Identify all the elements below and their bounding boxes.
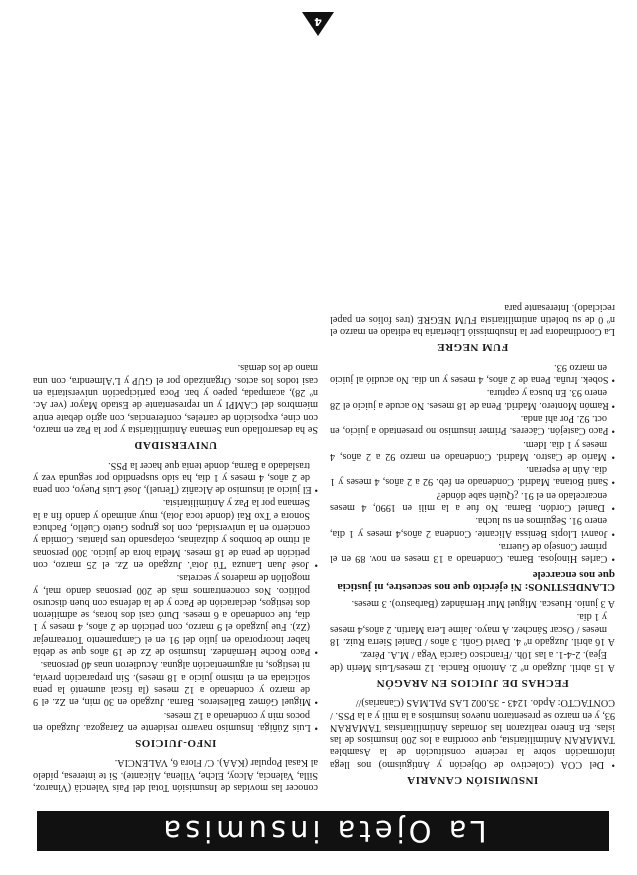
paragraph: conocer las movidas de Insumisión Total del País Valencià (Vinaroz, Silla, Valencia, Alcoy, Elche, Villena, Alicante). Si te interesa, pídelo al Kasal Popular (KAA). C/ Flora 6, VALENCIA. xyxy=(33,757,318,793)
list-item: • José Juan Lanuza 'Tú Jota'. Juzgado en Zz. el 25 marzo, con petición de pena de 18 meses. Media hora de juicio. 300 personas al ritmo de bombos y dulzainas, colapsando tres plantas. Comida y concierto en la universidad, con los grupos Gueto Cuéllo, Pachuca Sonora e Txo Rai (donde toca Jota), muy animado y dando fin a la Semana por la Paz y Antimilitarista. xyxy=(33,497,318,570)
list-item: • Sobek. Iruña. Pena de 2 años, 4 meses y un día. No acudió al juicio en marzo 93. xyxy=(330,361,615,386)
section-heading: INSUMISIÓN CANARIA xyxy=(406,774,539,786)
list-item: • Santi Botana. Madrid. Condenado en feb. 92 a 2 años, 4 meses y 1 día. Aún le esperan. xyxy=(330,464,615,488)
list-item: • Carles Hinojosa. Barna. Condenado a 13 meses en nov. 89 en el primer Consejo de Guerra. xyxy=(330,540,615,565)
list-item: • Daniel Cordón. Barna. No fue a la mili en 1990, 4 meses encarcelado en el 91. ¿Quién sabe dónde? xyxy=(330,489,615,514)
paragraph: Se ha desarrollado una Semana Antimilitarista y por la Paz en marzo, con cine, exposición de carteles, conferencias, con agrio debate entre miembros del CAMPI y un representante de Estado Mayor (ver Ac. nº 28), acampada, papeo y bar. Poca participación universitaria en casi todos los actos. Organizado por el GUP y L'Almendra, con una mano de los demás. xyxy=(33,362,318,435)
masthead-banner: La Ojeta insumisa xyxy=(37,811,609,851)
list-item: A 3 junio. Huesca. Miguel Mur Hernández (Barbastro). 3 meses. xyxy=(351,598,615,610)
left-column xyxy=(330,53,615,793)
list-item: A 15 abril. Juzgado nº 2. Antonio Rancia. 12 meses/Luis Merín (de Ejea). 2-4-1. a las 10h. /Francisco García Vega / M.A. Pérez. xyxy=(330,649,615,673)
list-item: • Miguel Gómez Ballesteros. Barna. Juzgado en 30 min, en Zz. el 9 de marzo y condenado a 12 meses (la fiscal aumentó la pena solicitada en el mismo juicio a 18 meses). Sin preparación previa, ni testigos, ni argumentación alguna. Acudieron unas 40 personas. xyxy=(33,659,318,708)
paragraph: • Del COA (Colectivo de Objeción y Antiguismo) nos llega información sobre la reciente constitución de la Asamblea TAMARAN Antimilitarista, que coordina a los 200 insumisos de las islas. En Enero realizaron las Jornadas Antimilitaristas TAMARAN 93, y en marzo se presentaron nuevos insumisos a la mili y a la PSS. / CONTACTO: Apdo. 1243 - 35.002 LAS PALMAS (Canarias)// xyxy=(330,697,615,770)
list-item: • Mario de Castro. Madrid. Condenado en marzo 92 a 2 años, 4 meses y 1 día. Idem. xyxy=(330,438,615,462)
page-number: 4 xyxy=(314,15,322,28)
list-item: • Paco Roche Hernández. Insumiso de Zz de 19 años que se debía haber incorporado en julio del 91 en el Campamento Torrearnejar (Zz). Fue juzgado el 9 marzo, con petición de 2 años, 4 meses y 1 día, fue condenado a 6 meses. Duró casi dos horas, se admitieron dos testigos, declaración de Paco y de la defensa con buen discurso político. Nos concentramos más de 200 personas dando mal, y mogollón de maderos y secretas. xyxy=(33,572,318,658)
list-item: • El juicio al insumiso de Alcañiz (Teruel), José Luis Pueyo, con pena de 2 años, 4 meses y 1 día, ha sido suspendido por segunda vez y trasladado a Barna, donde tenía que hacer la PSS. xyxy=(33,459,318,496)
list-item: • Ramón Montero. Madrid. Pena de 18 meses. No acude a juicio el 28 enero 93. En busca y captura. xyxy=(330,387,615,411)
page-number-badge xyxy=(301,11,335,37)
list-item: • Luis Zúñiga. Insumiso navarro residente en Zaragoza. Juzgado en pocos min y condenado a 12 meses. xyxy=(33,709,318,733)
section-heading: UNIVERSIDAD xyxy=(133,439,218,452)
list-item: • Joanvi Llopis Benissa Alicante. Condena 2 años,4 meses y 1 día, enero 91. Seguimos en su lucha. xyxy=(330,515,615,539)
section-heading: CLANDESTINOS: Ni ejército que nos secuestre, ni justicia que nos encarcele xyxy=(337,568,615,593)
section-heading: INFO-JUICIOS xyxy=(134,737,217,750)
right-column xyxy=(33,53,318,793)
list-item: A 16 abril. Juzgado nº 4. David Goñi. 3 años / Daniel Sierra Ruiz. 18 meses / Oscar Sánchez. A mayo. Jaime Lera Martín. 2 años,4 meses y 1 día. xyxy=(330,611,615,648)
paragraph: La Coordinadora per la Insubmissió Libertaria ha editado en marzo el nº 0 de su boletín antimilitarista FUM NEGRE (tres folios en papel reciclado). Interesante para xyxy=(330,301,615,338)
section-heading: FUM NEGRE xyxy=(436,341,509,354)
list-item: • Paco Castejón. Cáceres. Primer insumiso no presentado a juicio, en oct. 92. Por ahí anda. xyxy=(330,412,615,437)
section-heading: FECHAS DE JUICIOS EN ARAGÓN xyxy=(376,676,569,689)
